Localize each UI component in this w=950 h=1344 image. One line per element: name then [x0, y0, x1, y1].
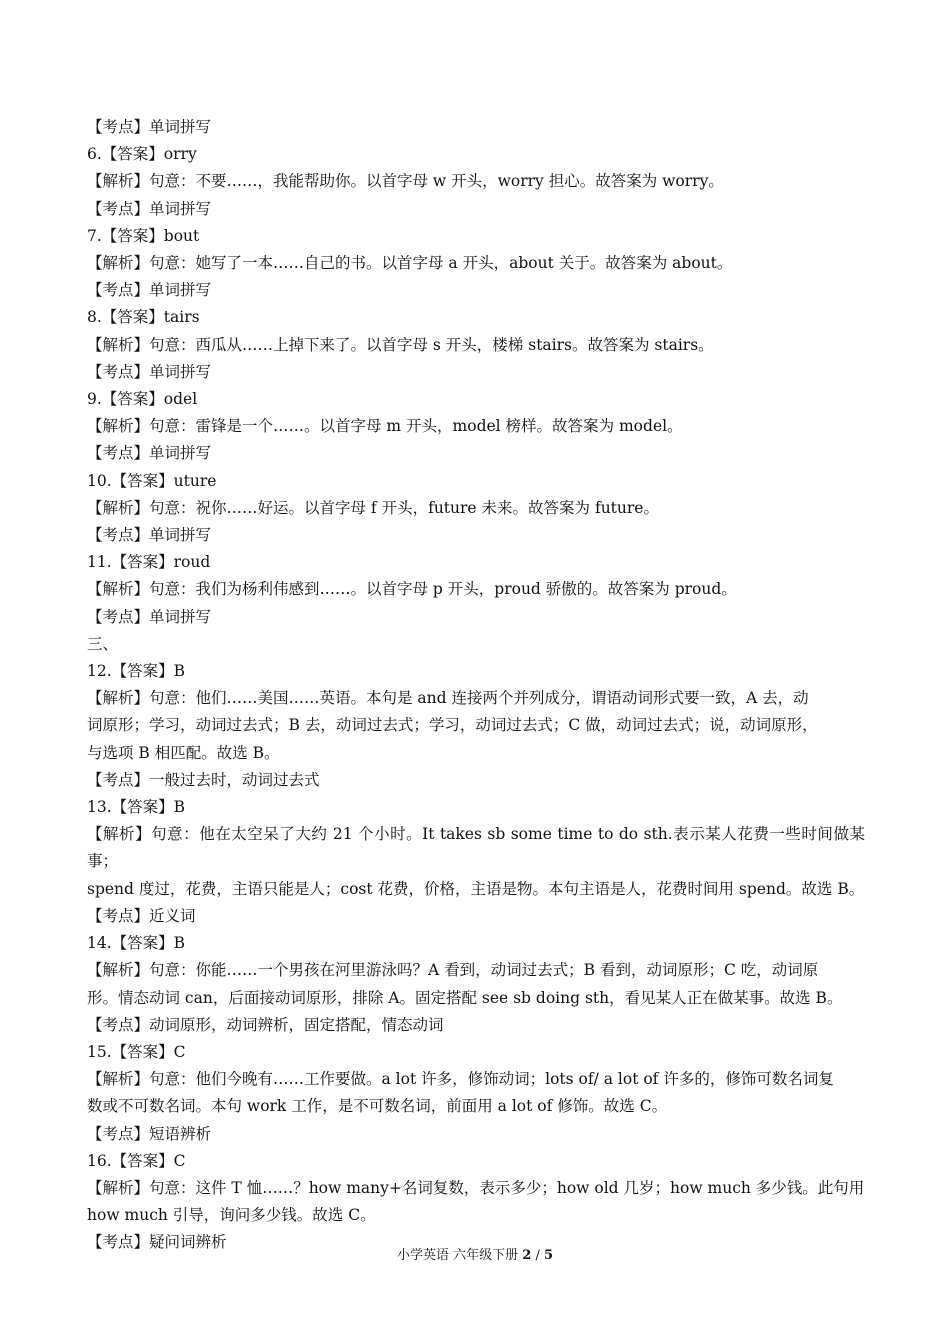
text-line: 8.【答案】tairs [87, 308, 200, 327]
text-line: 与选项 B 相匹配。故选 B。 [87, 743, 280, 762]
text-line: 11.【答案】roud [87, 553, 211, 572]
section-heading: 三、 [87, 634, 119, 653]
text-line: 【考点】单词拼写 [87, 607, 212, 626]
text-line: 【解析】句意：我们为杨利伟感到……。以首字母 p 开头，proud 骄傲的。故答案为 proud。 [87, 580, 737, 599]
text-line: 【解析】句意：雷锋是一个……。以首字母 m 开头，model 榜样。故答案为 model。 [87, 417, 683, 436]
text-line: 6.【答案】orry [87, 145, 197, 164]
text-line: 【解析】句意：他们今晚有……工作要做。a lot 许多，修饰动词；lots of/ a lot of 许多的，修饰可数名词复 [87, 1070, 834, 1089]
text-line: 【解析】句意：你能……一个男孩在河里游泳吗？A 看到，动词过去式；B 看到，动词原形；C 吃，动词原 [87, 961, 819, 980]
text-line: 【考点】单词拼写 [87, 444, 212, 463]
text-line: spend 度过，花费，主语只能是人；cost 花费，价格，主语是物。本句主语是人，花费时间用 spend。故选 B。 [87, 879, 865, 898]
text-line: 【解析】句意：不要……，我能帮助你。以首字母 w 开头，worry 担心。故答案为 worry。 [87, 172, 724, 191]
document-body [87, 114, 865, 1257]
text-line: 形。情态动词 can，后面接动词原形，排除 A。固定搭配 see sb doing sth，看见某人正在做某事。故选 B。 [87, 988, 843, 1007]
text-line: how much 引导，询问多少钱。故选 C。 [87, 1206, 376, 1225]
page-total: 5 [543, 1248, 554, 1263]
text-line: 【解析】句意：祝你……好运。以首字母 f 开头，future 未来。故答案为 future。 [87, 498, 659, 517]
text-line: 【考点】疑问词辨析 [87, 1233, 227, 1252]
text-line: 数或不可数名词。本句 work 工作，是不可数名词，前面用 a lot of 修饰。故选 C。 [87, 1097, 668, 1116]
text-line: 【考点】短语辨析 [87, 1124, 212, 1143]
text-line: 【解析】句意：西瓜从……上掉下来了。以首字母 s 开头，楼梯 stairs。故答案为 stairs。 [87, 335, 714, 354]
text-line: 【解析】句意：她写了一本……自己的书。以首字母 a 开头，about 关于。故答案为 about。 [87, 254, 733, 273]
text-line: 【解析】句意：他们……美国……英语。本句是 and 连接两个并列成分，谓语动词形式要一致，A 去，动 [87, 689, 809, 708]
text-line: 9.【答案】odel [87, 390, 198, 409]
page-separator: / [531, 1248, 544, 1263]
text-line: 【考点】单词拼写 [87, 526, 212, 545]
text-line: 【考点】单词拼写 [87, 362, 212, 381]
text-line: 【考点】动词原形，动词辨析，固定搭配，情态动词 [87, 1015, 444, 1034]
text-line: 10.【答案】uture [87, 471, 217, 490]
text-line: 【考点】单词拼写 [87, 118, 212, 136]
text-line: 【考点】一般过去时，动词过去式 [87, 770, 320, 789]
text-line: 【考点】单词拼写 [87, 199, 212, 218]
text-line: 13.【答案】B [87, 798, 186, 817]
page-number: 2 [522, 1248, 532, 1263]
text-line: 14.【答案】B [87, 934, 186, 953]
footer-label: 小学英语 六年级下册 [396, 1248, 519, 1263]
text-line: 15.【答案】C [87, 1042, 186, 1061]
text-line: 【考点】近义词 [87, 906, 196, 925]
page-footer [0, 1244, 950, 1263]
text-line: 12.【答案】B [87, 662, 186, 681]
text-line: 【解析】句意：这件 T 恤……？how many+名词复数，表示多少；how old 几岁；how much 多少钱。此句用 [87, 1178, 865, 1197]
text-line: 7.【答案】bout [87, 226, 200, 245]
text-line: 【考点】单词拼写 [87, 281, 212, 300]
text-line: 【解析】句意：他在太空呆了大约 21 个小时。It takes sb some time to do sth.表示某人花费一些时间做某事； [87, 825, 865, 871]
text-line: 16.【答案】C [87, 1151, 186, 1170]
text-line: 词原形；学习，动词过去式；B 去，动词过去式；学习，动词过去式；C 做，动词过去式；说，动词原形， [87, 716, 818, 735]
